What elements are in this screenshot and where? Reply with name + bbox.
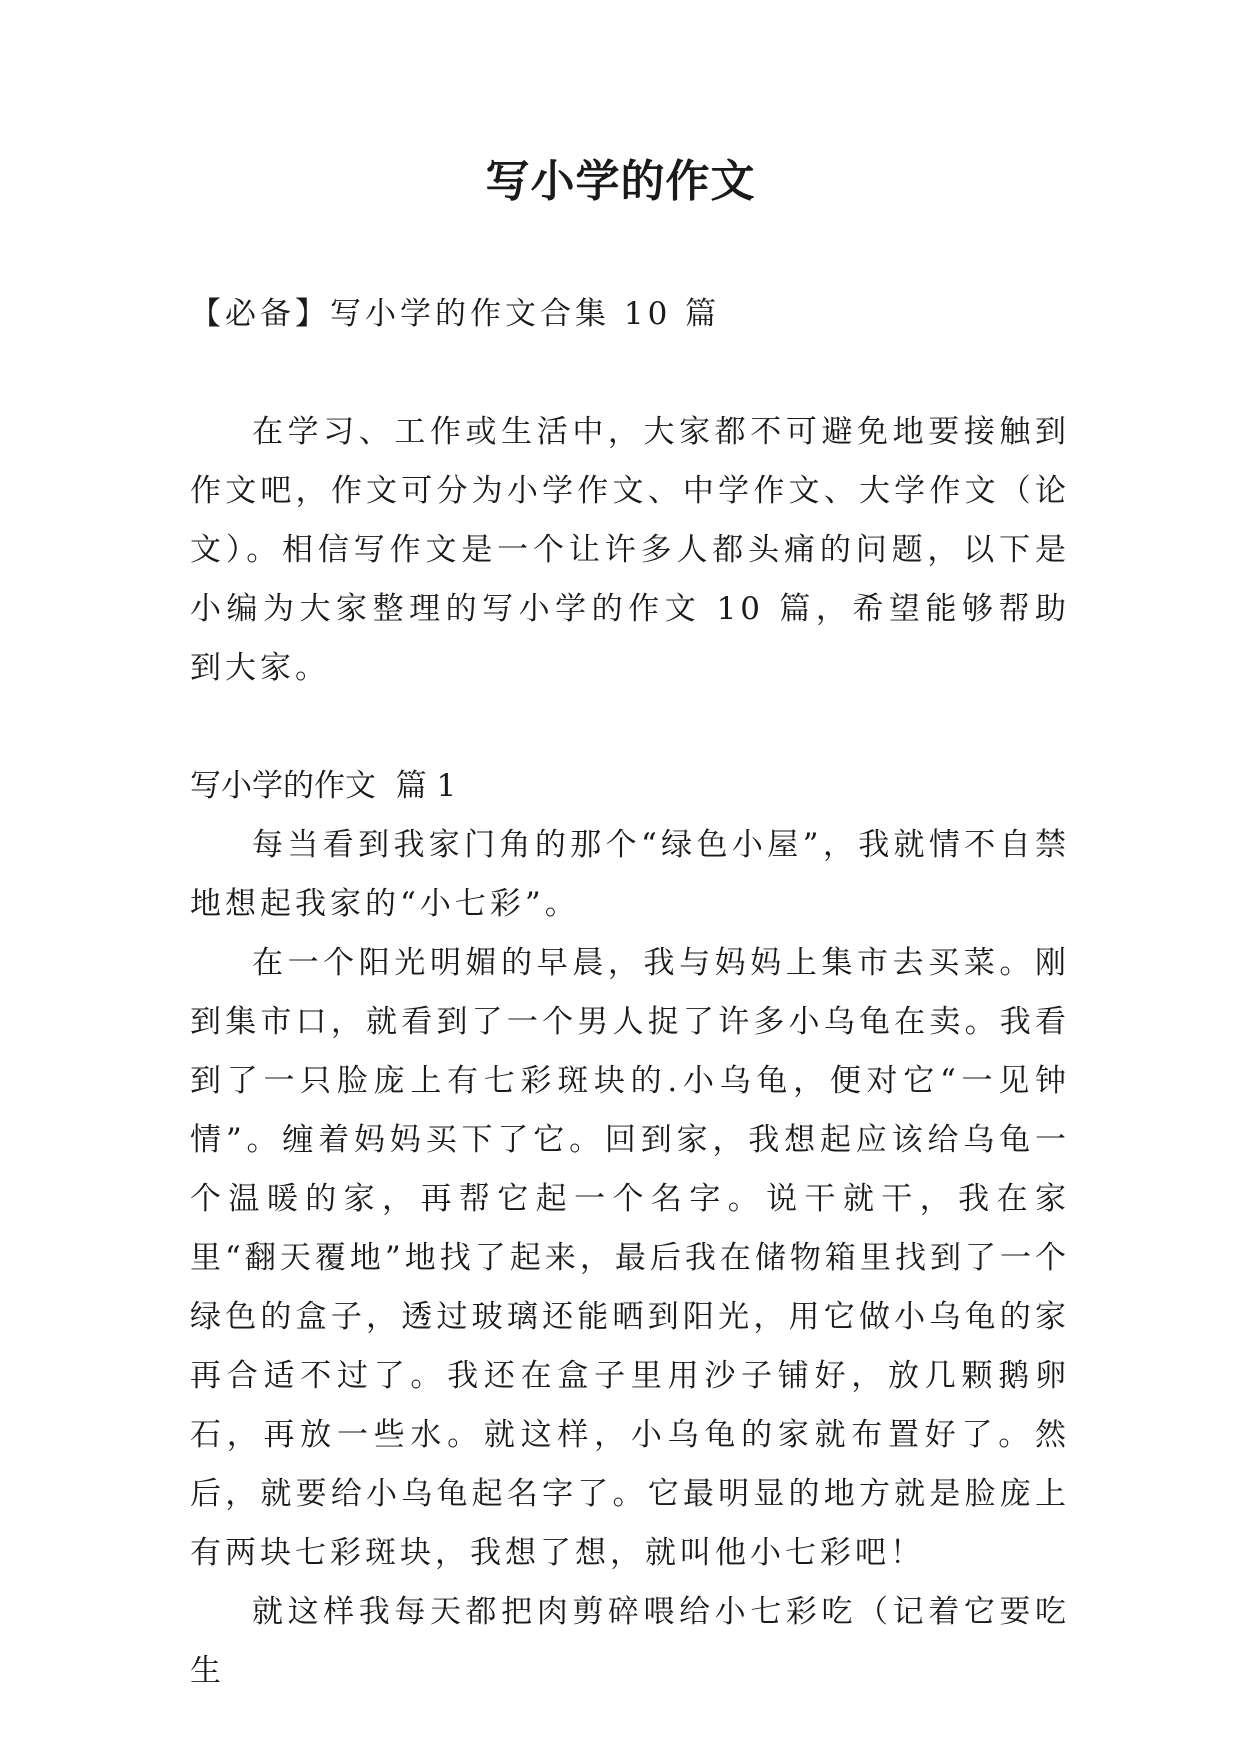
document-title: 写小学的作文	[485, 156, 756, 207]
body-paragraph: 在一个阳光明媚的早晨，我与妈妈上集市去买菜。刚到集市口，就看到了一个男人捉了许多小乌龟在卖。我看到了一只脸庞上有七彩斑块的.小乌龟，便对它“一见钟情”。缠着妈妈买下了它。回到家，我想起应该给乌龟一个温暖的家，再帮它起一个名字。说干就干，我在家里“翻天覆地”地找了起来，最后我在储物箱里找到了一个绿色的盒子，透过玻璃还能晒到阳光，用它做小乌龟的家再合适不过了。我还在盒子里用沙子铺好，放几颗鹅卵石，再放一些水。就这样，小乌龟的家就布置好了。然后，就要给小乌龟起名字了。它最明显的地方就是脸庞上有两块七彩斑块，我想了想，就叫他小七彩吧！	[190, 945, 1070, 1571]
document-body	[190, 285, 1070, 1701]
body-paragraph: 每当看到我家门角的那个“绿色小屋”，我就情不自禁地想起我家的“小七彩”。	[190, 827, 1070, 922]
document-subtitle: 【必备】写小学的作文合集 10 篇	[190, 296, 721, 332]
body-paragraph: 就这样我每天都把肉剪碎喂给小七彩吃（记着它要吃生	[190, 1594, 1070, 1689]
intro-paragraph: 在学习、工作或生活中，大家都不可避免地要接触到作文吧，作文可分为小学作文、中学作文、大学作文（论文）。相信写作文是一个让许多人都头痛的问题，以下是小编为大家整理的写小学的作文 10 篇，希望能够帮助到大家。	[190, 414, 1070, 686]
section-heading: 写小学的作文 篇 1	[190, 768, 457, 804]
